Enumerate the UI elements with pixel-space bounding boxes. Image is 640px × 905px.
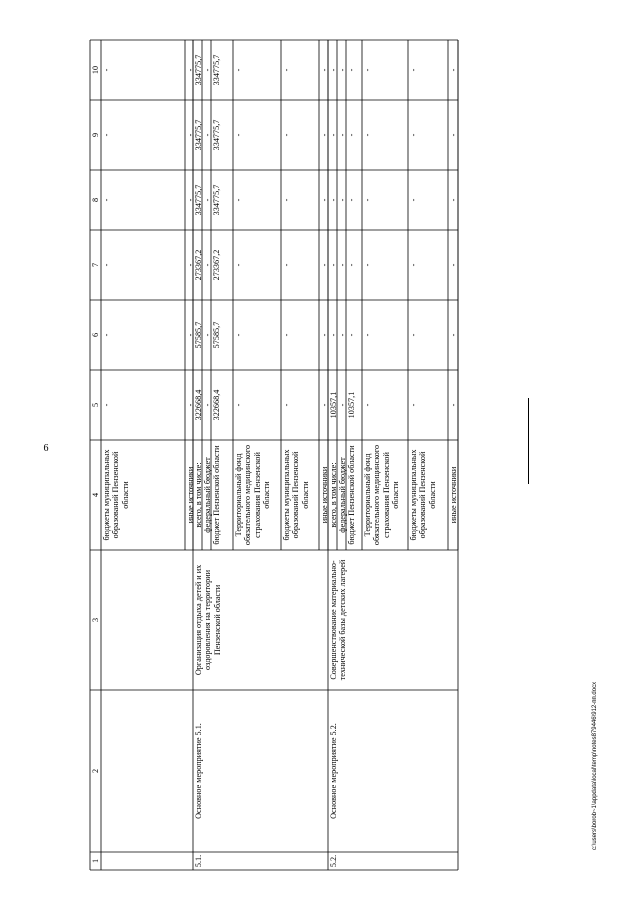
value-cell: -	[363, 263, 372, 267]
value-cell: -	[320, 403, 329, 407]
value-cell: -	[347, 198, 356, 202]
value-cell: -	[363, 133, 372, 137]
table-cell: -	[186, 68, 195, 72]
value-cell: -	[449, 198, 458, 202]
column-header: 9	[91, 132, 100, 138]
value-cell: -	[449, 263, 458, 267]
table-cell: бюджеты муниципальных образований Пензенской области	[102, 449, 130, 541]
funding-source: бюджет Пензенской области	[347, 445, 356, 545]
value-cell: -	[409, 133, 418, 137]
table-cell: -	[186, 403, 195, 407]
footer-file-path: c:\users\borob~1\appdata\local\temp\notes879446\912-пп.docx	[592, 681, 598, 850]
value-cell: -	[203, 68, 212, 72]
value-cell: -	[338, 68, 347, 72]
value-cell: 57585,7	[212, 321, 221, 349]
value-cell: -	[329, 263, 338, 267]
value-cell: -	[329, 68, 338, 72]
value-cell: -	[203, 198, 212, 202]
value-cell: -	[449, 403, 458, 407]
value-cell: -	[234, 403, 243, 407]
table-cell: -	[102, 263, 111, 267]
funding-source: иные источники	[449, 466, 458, 524]
value-cell: -	[409, 333, 418, 337]
value-cell: -	[329, 333, 338, 337]
column-header: 7	[91, 262, 100, 268]
value-cell: -	[338, 403, 347, 407]
value-cell: -	[282, 403, 291, 407]
value-cell: -	[203, 403, 212, 407]
value-cell: 334775,7	[212, 54, 221, 86]
funding-source: Территориальный фонд обязательного медицинского страхования Пензенской области	[363, 444, 401, 546]
value-cell: -	[320, 263, 329, 267]
column-header: 5	[91, 402, 100, 408]
value-cell: 322668,4	[194, 389, 203, 421]
value-cell: -	[338, 333, 347, 337]
table-cell: иные источники	[186, 466, 195, 524]
value-cell: -	[282, 198, 291, 202]
value-cell: -	[347, 68, 356, 72]
value-cell: -	[338, 133, 347, 137]
value-cell: -	[409, 263, 418, 267]
measure-description: Организация отдыха детей и их оздоровления на территории Пензенской области	[194, 564, 222, 676]
page-number: 6	[43, 443, 49, 454]
value-cell: 273367,2	[194, 249, 203, 281]
value-cell: -	[320, 68, 329, 72]
value-cell: -	[282, 133, 291, 137]
value-cell: -	[203, 133, 212, 137]
column-header: 2	[91, 768, 100, 774]
column-header: 3	[91, 617, 100, 623]
value-cell: 334775,7	[194, 119, 203, 151]
value-cell: 334775,7	[194, 184, 203, 216]
column-header: 4	[91, 492, 100, 498]
value-cell: -	[338, 198, 347, 202]
funding-source: бюджет Пензенской области	[212, 445, 221, 545]
value-cell: 322668,4	[212, 389, 221, 421]
funding-source: бюджеты муниципальных образований Пензенской области	[409, 449, 437, 541]
value-cell: -	[234, 198, 243, 202]
funding-source: бюджеты муниципальных образований Пензенской области	[282, 449, 310, 541]
value-cell: -	[329, 198, 338, 202]
funding-source: Территориальный фонд обязательного медицинского страхования Пензенской области	[234, 444, 272, 546]
table-cell: -	[102, 333, 111, 337]
value-cell: -	[282, 68, 291, 72]
value-cell: 334775,7	[212, 119, 221, 151]
table-cell: -	[186, 198, 195, 202]
value-cell: -	[320, 333, 329, 337]
value-cell: -	[363, 333, 372, 337]
funding-source: всего, в том числе:	[329, 462, 338, 528]
value-cell: -	[449, 333, 458, 337]
table-cell: -	[102, 68, 111, 72]
table-cell: -	[102, 133, 111, 137]
value-cell: -	[234, 68, 243, 72]
measure-number: 5.2.	[329, 854, 338, 868]
table-cell: -	[102, 403, 111, 407]
value-cell: 334775,7	[212, 184, 221, 216]
value-cell: -	[449, 133, 458, 137]
value-cell: -	[363, 198, 372, 202]
column-header: 8	[91, 197, 100, 203]
rotated-page	[90, 40, 530, 870]
value-cell: 10357,1	[347, 391, 356, 419]
value-cell: 10357,1	[329, 391, 338, 419]
value-cell: -	[347, 263, 356, 267]
value-cell: -	[409, 403, 418, 407]
value-cell: -	[449, 68, 458, 72]
value-cell: -	[363, 403, 372, 407]
value-cell: -	[203, 333, 212, 337]
measure-description: Совершенствование материально-технической базы детских лагерей	[329, 559, 348, 681]
column-header: 1	[91, 858, 100, 864]
funding-source: всего, в том числе:	[194, 462, 203, 528]
value-cell: -	[347, 133, 356, 137]
table-cell: -	[186, 263, 195, 267]
value-cell: -	[347, 333, 356, 337]
funding-source: федеральный бюджет	[338, 457, 347, 533]
value-cell: -	[234, 133, 243, 137]
funding-source: федеральный бюджет	[203, 457, 212, 533]
value-cell: -	[282, 263, 291, 267]
value-cell: 57585,7	[194, 321, 203, 349]
value-cell: -	[409, 198, 418, 202]
value-cell: -	[320, 198, 329, 202]
value-cell: -	[234, 333, 243, 337]
value-cell: -	[234, 263, 243, 267]
value-cell: -	[409, 68, 418, 72]
measure-name: Основное мероприятие 5.1.	[194, 723, 203, 819]
measure-number: 5.1.	[194, 854, 203, 868]
value-cell: -	[329, 133, 338, 137]
column-header: 6	[91, 332, 100, 338]
value-cell: -	[203, 263, 212, 267]
value-cell: 334775,7	[194, 54, 203, 86]
value-cell: -	[320, 133, 329, 137]
value-cell: -	[338, 263, 347, 267]
table-cell: -	[186, 133, 195, 137]
table-cell: -	[186, 333, 195, 337]
table-cell: -	[102, 198, 111, 202]
column-header: 10	[91, 65, 100, 75]
funding-source: иные источники	[320, 466, 329, 524]
measure-name: Основное мероприятие 5.2.	[329, 723, 338, 819]
value-cell: 273367,2	[212, 249, 221, 281]
value-cell: -	[282, 333, 291, 337]
value-cell: -	[363, 68, 372, 72]
